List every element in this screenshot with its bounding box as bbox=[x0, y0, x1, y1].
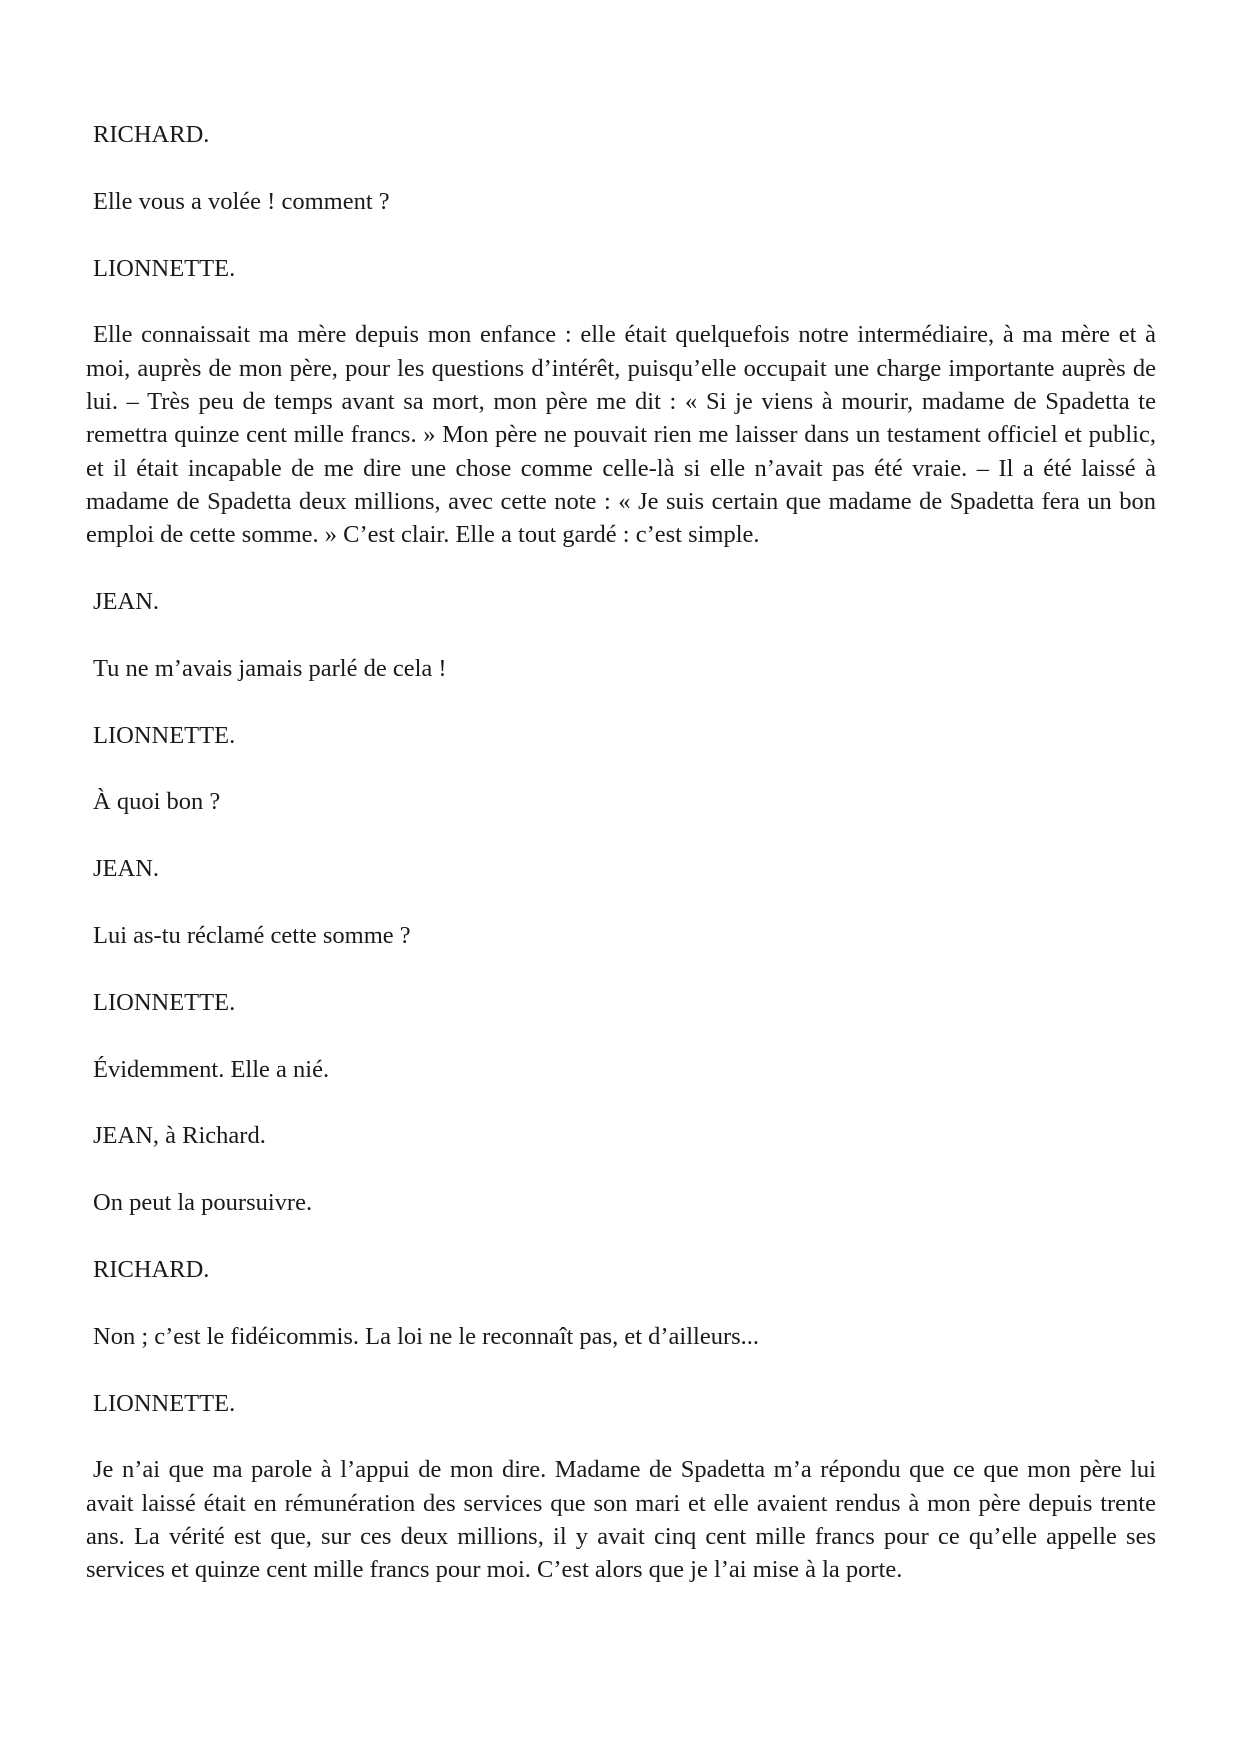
dialogue-paragraph: Je n’ai que ma parole à l’appui de mon dire. Madame de Spadetta m’a répondu que ce que mon père lui avait laissé était en rémunération des services que son mari et elle avaient rendus à mon père depuis trente ans. La vérité est que, sur ces deux millions, il y avait cinq cent mille francs pour ce qu’elle appelle ses services et quinze cent mille francs pour moi. C’est alors que je l’ai mise à la porte. bbox=[86, 1456, 1156, 1584]
speaker-name: LIONNETTE. bbox=[93, 1389, 236, 1417]
speaker-name: LIONNETTE. bbox=[93, 721, 236, 749]
speaker-name: LIONNETTE. bbox=[93, 254, 236, 282]
speaker-name: RICHARD. bbox=[93, 121, 210, 148]
dialogue-line: À quoi bon ? bbox=[93, 788, 221, 816]
dialogue-line: Lui as-tu réclamé cette somme ? bbox=[93, 921, 411, 949]
dialogue-line: On peut la poursuivre. bbox=[93, 1189, 313, 1217]
dialogue-line: Non ; c’est le fidéicommis. La loi ne le reconnaît pas, et d’ailleurs... bbox=[93, 1322, 760, 1350]
speaker-name: JEAN, à Richard. bbox=[93, 1122, 266, 1150]
speaker-name: RICHARD. bbox=[93, 1255, 210, 1283]
dialogue-line: Elle vous a volée ! comment ? bbox=[93, 187, 390, 215]
dialogue-line: Évidemment. Elle a nié. bbox=[93, 1055, 330, 1083]
dialogue-line: Tu ne m’avais jamais parlé de cela ! bbox=[93, 654, 447, 682]
speaker-name: JEAN. bbox=[93, 587, 160, 615]
dialogue-paragraph: Elle connaissait ma mère depuis mon enfance : elle était quelquefois notre intermédiaire, à ma mère et à moi, auprès de mon père, pour les questions d’intérêt, puisqu’elle occupait une charge importante auprès de lui. – Très peu de temps avant sa mort, mon père me dit : « Si je viens à mourir, madame de Spadetta te remettra quinze cent mille francs. » Mon père ne pouvait rien me laisser dans un testament officiel et public, et il était incapable de me dire une chose comme celle-là si elle n’avait pas été vraie. – Il a été laissé à madame de Spadetta deux millions, avec cette note : « Je suis certain que madame de Spadetta fera un bon emploi de cette somme. » C’est clair. Elle a tout gardé : c’est simple. bbox=[86, 321, 1156, 549]
speaker-name: JEAN. bbox=[93, 855, 160, 883]
document-page bbox=[86, 118, 1156, 1620]
speaker-name: LIONNETTE. bbox=[93, 988, 236, 1016]
